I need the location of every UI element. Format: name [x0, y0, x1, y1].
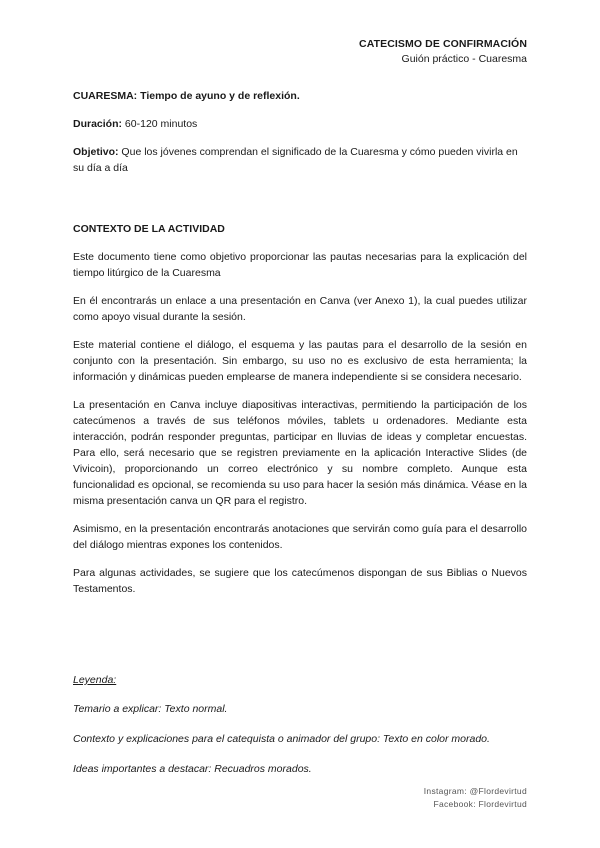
context-heading-text: CONTEXTO DE LA ACTIVIDAD — [73, 223, 225, 235]
context-paragraph-6: Para algunas actividades, se sugiere que los catecúmenos dispongan de sus Biblias o Nuevos Testamentos. — [73, 567, 527, 595]
legend-item-normal-text: Temario a explicar: Texto normal. — [73, 703, 228, 715]
topic-label: CUARESMA: — [73, 90, 138, 102]
duration-label: Duración: — [73, 118, 123, 130]
legend-item-purple-text: Contexto y explicaciones para el catequista o animador del grupo: Texto en color morado. — [73, 733, 490, 745]
page-header — [359, 38, 527, 65]
context-paragraph-5: Asimismo, en la presentación encontrarás anotaciones que servirán como guía para el desarrollo del diálogo mientras expones los contenidos. — [73, 523, 527, 551]
objective-line — [73, 144, 527, 176]
document-subtitle: Guión práctico - Cuaresma — [401, 53, 527, 65]
context-paragraph-2: En él encontrarás un enlace a una presentación en Canva (ver Anexo 1), la cual puedes utilizar como apoyo visual durante la sesión. — [73, 295, 527, 323]
context-heading — [73, 221, 527, 237]
topic-value: Tiempo de ayuno y de reflexión. — [137, 90, 300, 102]
legend-item-purple-boxes: Ideas importantes a destacar: Recuadros morados. — [73, 763, 312, 775]
objective-value: Que los jóvenes comprendan el significado de la Cuaresma y cómo pueden vivirla en su día a día — [73, 146, 518, 174]
legend-title: Leyenda: — [73, 674, 117, 686]
document-title: CATECISMO DE CONFIRMACIÓN — [359, 38, 527, 50]
context-paragraph-3: Este material contiene el diálogo, el esquema y las pautas para el desarrollo de la sesión en conjunto con la presentación. Sin embargo, su uso no es exclusivo de esta herramienta; la información y dinámicas pueden emplearse de manera independiente si se considera necesario. — [73, 339, 527, 383]
topic-line — [73, 88, 527, 104]
objective-label: Objetivo: — [73, 146, 119, 158]
context-paragraph-4: La presentación en Canva incluye diapositivas interactivas, permitiendo la participación de los catecúmenos a través de sus teléfonos móviles, tablets u ordenadores. Mediante esta interacción, podrán responder preguntas, participar en lluvias de ideas y completar encuestas. Para ello, será necesario que se registren previamente en la aplicación Interactive Slides (de Vivicoin), proporcionando un correo electrónico y su nombre completo. Aunque esta funcionalidad es opcional, se recomienda su uso para hacer la sesión más dinámica. Véase en la misma presentación canva un QR para el registro. — [73, 399, 527, 507]
duration-value: 60-120 minutos — [122, 118, 198, 130]
footer-instagram: Instagram: @Flordevirtud — [423, 786, 527, 796]
context-paragraph-1: Este documento tiene como objetivo proporcionar las pautas necesarias para la explicación del tiempo litúrgico de la Cuaresma — [73, 251, 527, 279]
footer-facebook: Facebook: Flordevirtud — [433, 799, 527, 809]
duration-line — [73, 116, 527, 132]
document-body — [73, 88, 527, 597]
